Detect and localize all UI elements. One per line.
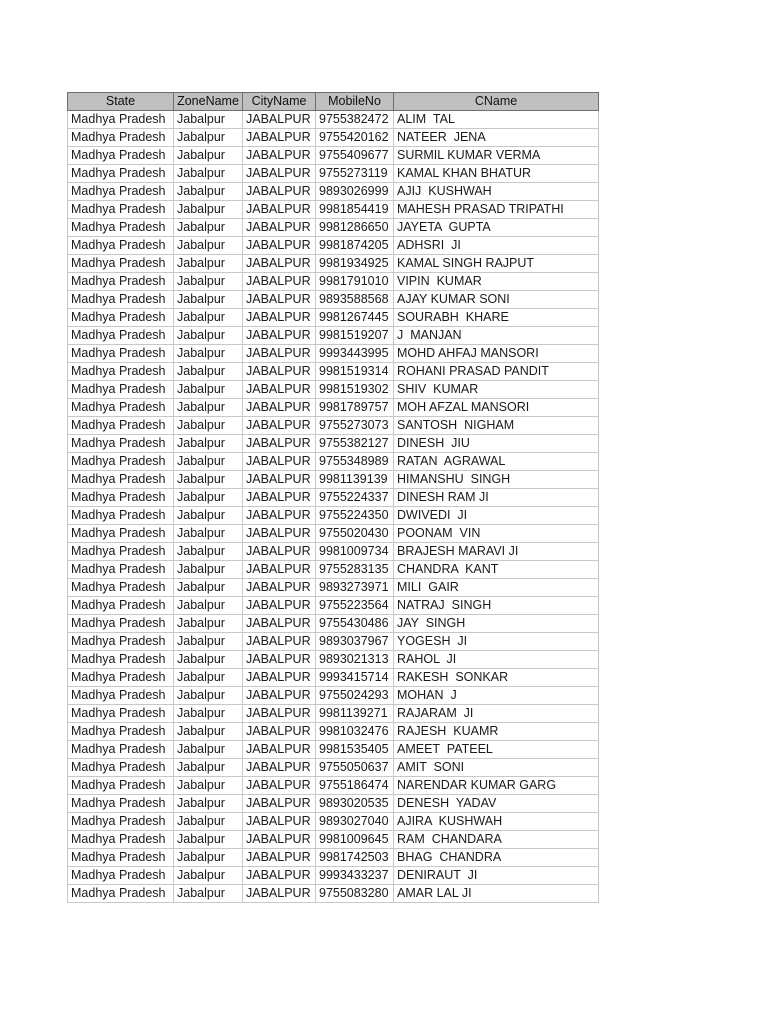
city-name-cell: JABALPUR	[243, 849, 316, 867]
mobile-no-cell: 9755420162	[316, 129, 394, 147]
table-row	[68, 795, 599, 813]
city-name-cell: JABALPUR	[243, 471, 316, 489]
cname-cell: VIPIN KUMAR	[394, 273, 599, 291]
cname-cell: DINESH JIU	[394, 435, 599, 453]
zone-name-cell: Jabalpur	[174, 813, 243, 831]
state-cell: Madhya Pradesh	[68, 345, 174, 363]
table-row	[68, 399, 599, 417]
zone-name-cell: Jabalpur	[174, 255, 243, 273]
zone-name-cell: Jabalpur	[174, 597, 243, 615]
table-row	[68, 273, 599, 291]
cname-cell: BRAJESH MARAVI JI	[394, 543, 599, 561]
column-header-city-name: CityName	[243, 93, 316, 111]
mobile-no-cell: 9981535405	[316, 741, 394, 759]
table-row	[68, 867, 599, 885]
state-cell: Madhya Pradesh	[68, 885, 174, 903]
state-cell: Madhya Pradesh	[68, 453, 174, 471]
mobile-no-cell: 9981874205	[316, 237, 394, 255]
city-name-cell: JABALPUR	[243, 777, 316, 795]
cname-cell: SURMIL KUMAR VERMA	[394, 147, 599, 165]
city-name-cell: JABALPUR	[243, 255, 316, 273]
zone-name-cell: Jabalpur	[174, 147, 243, 165]
cname-cell: SANTOSH NIGHAM	[394, 417, 599, 435]
zone-name-cell: Jabalpur	[174, 741, 243, 759]
state-cell: Madhya Pradesh	[68, 489, 174, 507]
table-row	[68, 129, 599, 147]
table-row	[68, 561, 599, 579]
zone-name-cell: Jabalpur	[174, 615, 243, 633]
mobile-no-cell: 9755224337	[316, 489, 394, 507]
table-row	[68, 489, 599, 507]
table-row	[68, 615, 599, 633]
state-cell: Madhya Pradesh	[68, 399, 174, 417]
table-row	[68, 849, 599, 867]
table-row	[68, 597, 599, 615]
state-cell: Madhya Pradesh	[68, 831, 174, 849]
city-name-cell: JABALPUR	[243, 165, 316, 183]
zone-name-cell: Jabalpur	[174, 795, 243, 813]
mobile-no-cell: 9981009734	[316, 543, 394, 561]
cname-cell: NATEER JENA	[394, 129, 599, 147]
cname-cell: YOGESH JI	[394, 633, 599, 651]
table-row	[68, 363, 599, 381]
zone-name-cell: Jabalpur	[174, 363, 243, 381]
zone-name-cell: Jabalpur	[174, 651, 243, 669]
zone-name-cell: Jabalpur	[174, 273, 243, 291]
state-cell: Madhya Pradesh	[68, 687, 174, 705]
table-row	[68, 237, 599, 255]
city-name-cell: JABALPUR	[243, 219, 316, 237]
state-cell: Madhya Pradesh	[68, 327, 174, 345]
zone-name-cell: Jabalpur	[174, 201, 243, 219]
table-row	[68, 507, 599, 525]
state-cell: Madhya Pradesh	[68, 867, 174, 885]
zone-name-cell: Jabalpur	[174, 327, 243, 345]
mobile-no-cell: 9893020535	[316, 795, 394, 813]
city-name-cell: JABALPUR	[243, 723, 316, 741]
mobile-no-cell: 9755382472	[316, 111, 394, 129]
table-row	[68, 759, 599, 777]
state-cell: Madhya Pradesh	[68, 435, 174, 453]
mobile-no-cell: 9981789757	[316, 399, 394, 417]
zone-name-cell: Jabalpur	[174, 237, 243, 255]
mobile-no-cell: 9981009645	[316, 831, 394, 849]
table-row	[68, 525, 599, 543]
cname-cell: RAM CHANDARA	[394, 831, 599, 849]
state-cell: Madhya Pradesh	[68, 579, 174, 597]
table-row	[68, 165, 599, 183]
mobile-no-cell: 9755050637	[316, 759, 394, 777]
state-cell: Madhya Pradesh	[68, 651, 174, 669]
table-row	[68, 291, 599, 309]
city-name-cell: JABALPUR	[243, 651, 316, 669]
state-cell: Madhya Pradesh	[68, 417, 174, 435]
cname-cell: AMAR LAL JI	[394, 885, 599, 903]
city-name-cell: JABALPUR	[243, 867, 316, 885]
mobile-no-cell: 9981032476	[316, 723, 394, 741]
zone-name-cell: Jabalpur	[174, 453, 243, 471]
state-cell: Madhya Pradesh	[68, 669, 174, 687]
zone-name-cell: Jabalpur	[174, 129, 243, 147]
state-cell: Madhya Pradesh	[68, 291, 174, 309]
state-cell: Madhya Pradesh	[68, 741, 174, 759]
cname-cell: MOHD AHFAJ MANSORI	[394, 345, 599, 363]
mobile-no-cell: 9755273073	[316, 417, 394, 435]
zone-name-cell: Jabalpur	[174, 777, 243, 795]
state-cell: Madhya Pradesh	[68, 525, 174, 543]
mobile-no-cell: 9981139271	[316, 705, 394, 723]
table-row	[68, 705, 599, 723]
city-name-cell: JABALPUR	[243, 111, 316, 129]
cname-cell: DENESH YADAV	[394, 795, 599, 813]
table-row	[68, 453, 599, 471]
city-name-cell: JABALPUR	[243, 327, 316, 345]
zone-name-cell: Jabalpur	[174, 885, 243, 903]
zone-name-cell: Jabalpur	[174, 111, 243, 129]
city-name-cell: JABALPUR	[243, 201, 316, 219]
state-cell: Madhya Pradesh	[68, 201, 174, 219]
table-row	[68, 381, 599, 399]
column-header-cname: CName	[394, 93, 599, 111]
state-cell: Madhya Pradesh	[68, 813, 174, 831]
zone-name-cell: Jabalpur	[174, 507, 243, 525]
zone-name-cell: Jabalpur	[174, 723, 243, 741]
cname-cell: MOHAN J	[394, 687, 599, 705]
cname-cell: DWIVEDI JI	[394, 507, 599, 525]
mobile-no-cell: 9755223564	[316, 597, 394, 615]
zone-name-cell: Jabalpur	[174, 471, 243, 489]
state-cell: Madhya Pradesh	[68, 363, 174, 381]
mobile-no-cell: 9755382127	[316, 435, 394, 453]
mobile-no-cell: 9755283135	[316, 561, 394, 579]
city-name-cell: JABALPUR	[243, 363, 316, 381]
column-header-zone-name: ZoneName	[174, 93, 243, 111]
city-name-cell: JABALPUR	[243, 489, 316, 507]
city-name-cell: JABALPUR	[243, 741, 316, 759]
cname-cell: ALIM TAL	[394, 111, 599, 129]
mobile-no-cell: 9893021313	[316, 651, 394, 669]
cname-cell: RAJARAM JI	[394, 705, 599, 723]
table-row	[68, 219, 599, 237]
table-body	[68, 111, 599, 903]
state-cell: Madhya Pradesh	[68, 507, 174, 525]
state-cell: Madhya Pradesh	[68, 381, 174, 399]
mobile-no-cell: 9755083280	[316, 885, 394, 903]
state-cell: Madhya Pradesh	[68, 777, 174, 795]
table-row	[68, 687, 599, 705]
city-name-cell: JABALPUR	[243, 183, 316, 201]
city-name-cell: JABALPUR	[243, 399, 316, 417]
mobile-no-cell: 9755409677	[316, 147, 394, 165]
contact-table	[67, 92, 599, 903]
city-name-cell: JABALPUR	[243, 237, 316, 255]
cname-cell: POONAM VIN	[394, 525, 599, 543]
city-name-cell: JABALPUR	[243, 435, 316, 453]
state-cell: Madhya Pradesh	[68, 849, 174, 867]
mobile-no-cell: 9893588568	[316, 291, 394, 309]
cname-cell: RAJESH KUAMR	[394, 723, 599, 741]
state-cell: Madhya Pradesh	[68, 183, 174, 201]
mobile-no-cell: 9981742503	[316, 849, 394, 867]
table-row	[68, 543, 599, 561]
city-name-cell: JABALPUR	[243, 813, 316, 831]
mobile-no-cell: 9893037967	[316, 633, 394, 651]
state-cell: Madhya Pradesh	[68, 129, 174, 147]
header-row	[68, 93, 599, 111]
state-cell: Madhya Pradesh	[68, 165, 174, 183]
zone-name-cell: Jabalpur	[174, 219, 243, 237]
cname-cell: MAHESH PRASAD TRIPATHI	[394, 201, 599, 219]
mobile-no-cell: 9993443995	[316, 345, 394, 363]
mobile-no-cell: 9993433237	[316, 867, 394, 885]
state-cell: Madhya Pradesh	[68, 615, 174, 633]
city-name-cell: JABALPUR	[243, 669, 316, 687]
zone-name-cell: Jabalpur	[174, 291, 243, 309]
cname-cell: ROHANI PRASAD PANDIT	[394, 363, 599, 381]
table-row	[68, 435, 599, 453]
city-name-cell: JABALPUR	[243, 795, 316, 813]
mobile-no-cell: 9981519302	[316, 381, 394, 399]
zone-name-cell: Jabalpur	[174, 849, 243, 867]
state-cell: Madhya Pradesh	[68, 723, 174, 741]
state-cell: Madhya Pradesh	[68, 237, 174, 255]
zone-name-cell: Jabalpur	[174, 633, 243, 651]
table-row	[68, 723, 599, 741]
zone-name-cell: Jabalpur	[174, 867, 243, 885]
state-cell: Madhya Pradesh	[68, 705, 174, 723]
cname-cell: RATAN AGRAWAL	[394, 453, 599, 471]
table-row	[68, 327, 599, 345]
table-row	[68, 309, 599, 327]
city-name-cell: JABALPUR	[243, 291, 316, 309]
column-header-state: State	[68, 93, 174, 111]
table-row	[68, 885, 599, 903]
zone-name-cell: Jabalpur	[174, 399, 243, 417]
table-row	[68, 345, 599, 363]
table-row	[68, 651, 599, 669]
cname-cell: AMEET PATEEL	[394, 741, 599, 759]
zone-name-cell: Jabalpur	[174, 669, 243, 687]
city-name-cell: JABALPUR	[243, 129, 316, 147]
zone-name-cell: Jabalpur	[174, 579, 243, 597]
state-cell: Madhya Pradesh	[68, 111, 174, 129]
table-row	[68, 777, 599, 795]
mobile-no-cell: 9981267445	[316, 309, 394, 327]
state-cell: Madhya Pradesh	[68, 543, 174, 561]
zone-name-cell: Jabalpur	[174, 759, 243, 777]
mobile-no-cell: 9755430486	[316, 615, 394, 633]
city-name-cell: JABALPUR	[243, 147, 316, 165]
mobile-no-cell: 9893026999	[316, 183, 394, 201]
mobile-no-cell: 9755024293	[316, 687, 394, 705]
state-cell: Madhya Pradesh	[68, 219, 174, 237]
cname-cell: NATRAJ SINGH	[394, 597, 599, 615]
cname-cell: KAMAL SINGH RAJPUT	[394, 255, 599, 273]
table-row	[68, 255, 599, 273]
city-name-cell: JABALPUR	[243, 507, 316, 525]
city-name-cell: JABALPUR	[243, 705, 316, 723]
zone-name-cell: Jabalpur	[174, 489, 243, 507]
zone-name-cell: Jabalpur	[174, 381, 243, 399]
table-row	[68, 633, 599, 651]
table-row	[68, 813, 599, 831]
mobile-no-cell: 9981519207	[316, 327, 394, 345]
mobile-no-cell: 9981934925	[316, 255, 394, 273]
table-row	[68, 417, 599, 435]
zone-name-cell: Jabalpur	[174, 543, 243, 561]
state-cell: Madhya Pradesh	[68, 309, 174, 327]
cname-cell: CHANDRA KANT	[394, 561, 599, 579]
city-name-cell: JABALPUR	[243, 633, 316, 651]
table-row	[68, 201, 599, 219]
mobile-no-cell: 9755273119	[316, 165, 394, 183]
state-cell: Madhya Pradesh	[68, 633, 174, 651]
city-name-cell: JABALPUR	[243, 831, 316, 849]
column-header-mobile-no: MobileNo	[316, 93, 394, 111]
mobile-no-cell: 9893027040	[316, 813, 394, 831]
cname-cell: AJIRA KUSHWAH	[394, 813, 599, 831]
zone-name-cell: Jabalpur	[174, 687, 243, 705]
mobile-no-cell: 9981139139	[316, 471, 394, 489]
state-cell: Madhya Pradesh	[68, 255, 174, 273]
city-name-cell: JABALPUR	[243, 885, 316, 903]
cname-cell: RAHOL JI	[394, 651, 599, 669]
mobile-no-cell: 9755348989	[316, 453, 394, 471]
zone-name-cell: Jabalpur	[174, 345, 243, 363]
cname-cell: MILI GAIR	[394, 579, 599, 597]
zone-name-cell: Jabalpur	[174, 525, 243, 543]
table-row	[68, 471, 599, 489]
city-name-cell: JABALPUR	[243, 615, 316, 633]
cname-cell: HIMANSHU SINGH	[394, 471, 599, 489]
mobile-no-cell: 9893273971	[316, 579, 394, 597]
cname-cell: MOH AFZAL MANSORI	[394, 399, 599, 417]
city-name-cell: JABALPUR	[243, 273, 316, 291]
table-row	[68, 741, 599, 759]
cname-cell: SHIV KUMAR	[394, 381, 599, 399]
city-name-cell: JABALPUR	[243, 579, 316, 597]
cname-cell: AJAY KUMAR SONI	[394, 291, 599, 309]
cname-cell: J MANJAN	[394, 327, 599, 345]
city-name-cell: JABALPUR	[243, 687, 316, 705]
state-cell: Madhya Pradesh	[68, 759, 174, 777]
city-name-cell: JABALPUR	[243, 381, 316, 399]
state-cell: Madhya Pradesh	[68, 147, 174, 165]
zone-name-cell: Jabalpur	[174, 561, 243, 579]
city-name-cell: JABALPUR	[243, 525, 316, 543]
zone-name-cell: Jabalpur	[174, 705, 243, 723]
mobile-no-cell: 9981286650	[316, 219, 394, 237]
cname-cell: AJIJ KUSHWAH	[394, 183, 599, 201]
table-row	[68, 831, 599, 849]
cname-cell: DINESH RAM JI	[394, 489, 599, 507]
table-row	[68, 579, 599, 597]
mobile-no-cell: 9755186474	[316, 777, 394, 795]
cname-cell: JAY SINGH	[394, 615, 599, 633]
cname-cell: KAMAL KHAN BHATUR	[394, 165, 599, 183]
cname-cell: AMIT SONI	[394, 759, 599, 777]
mobile-no-cell: 9981519314	[316, 363, 394, 381]
state-cell: Madhya Pradesh	[68, 561, 174, 579]
mobile-no-cell: 9755224350	[316, 507, 394, 525]
mobile-no-cell: 9993415714	[316, 669, 394, 687]
table-row	[68, 183, 599, 201]
cname-cell: NARENDAR KUMAR GARG	[394, 777, 599, 795]
city-name-cell: JABALPUR	[243, 561, 316, 579]
zone-name-cell: Jabalpur	[174, 165, 243, 183]
cname-cell: RAKESH SONKAR	[394, 669, 599, 687]
state-cell: Madhya Pradesh	[68, 597, 174, 615]
zone-name-cell: Jabalpur	[174, 417, 243, 435]
zone-name-cell: Jabalpur	[174, 183, 243, 201]
city-name-cell: JABALPUR	[243, 345, 316, 363]
table-row	[68, 147, 599, 165]
state-cell: Madhya Pradesh	[68, 795, 174, 813]
city-name-cell: JABALPUR	[243, 417, 316, 435]
table-row	[68, 669, 599, 687]
mobile-no-cell: 9981791010	[316, 273, 394, 291]
city-name-cell: JABALPUR	[243, 597, 316, 615]
city-name-cell: JABALPUR	[243, 759, 316, 777]
city-name-cell: JABALPUR	[243, 543, 316, 561]
zone-name-cell: Jabalpur	[174, 309, 243, 327]
mobile-no-cell: 9755020430	[316, 525, 394, 543]
cname-cell: SOURABH KHARE	[394, 309, 599, 327]
zone-name-cell: Jabalpur	[174, 435, 243, 453]
cname-cell: BHAG CHANDRA	[394, 849, 599, 867]
state-cell: Madhya Pradesh	[68, 273, 174, 291]
mobile-no-cell: 9981854419	[316, 201, 394, 219]
city-name-cell: JABALPUR	[243, 453, 316, 471]
state-cell: Madhya Pradesh	[68, 471, 174, 489]
city-name-cell: JABALPUR	[243, 309, 316, 327]
table-row	[68, 111, 599, 129]
zone-name-cell: Jabalpur	[174, 831, 243, 849]
cname-cell: JAYETA GUPTA	[394, 219, 599, 237]
cname-cell: DENIRAUT JI	[394, 867, 599, 885]
cname-cell: ADHSRI JI	[394, 237, 599, 255]
